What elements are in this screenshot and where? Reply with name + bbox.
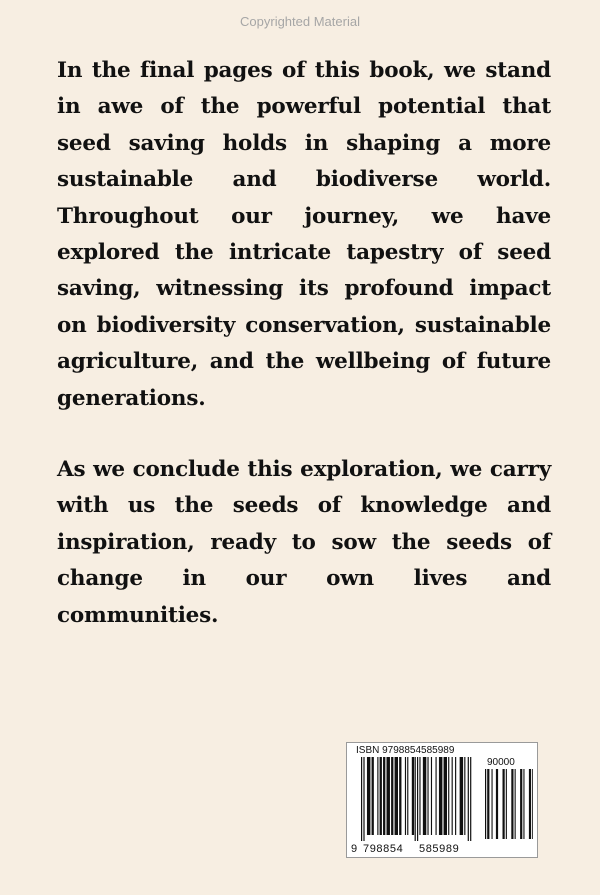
isbn-label: ISBN 9798854585989 <box>356 745 455 756</box>
data-bar <box>436 757 437 835</box>
data-bar <box>399 757 401 835</box>
price-addon-bars <box>483 769 533 855</box>
guard-bar <box>470 757 471 841</box>
data-bar <box>380 757 382 835</box>
addon-bar <box>506 769 507 839</box>
data-bar <box>464 757 465 835</box>
data-bar <box>383 757 385 835</box>
addon-bar <box>503 769 505 839</box>
isbn-barcode <box>346 742 538 858</box>
data-bar <box>391 757 393 835</box>
data-bar <box>407 757 408 835</box>
data-bar <box>452 757 453 835</box>
data-bar <box>412 757 414 835</box>
data-bar <box>419 757 420 835</box>
addon-bar <box>523 769 524 839</box>
addon-bar <box>511 769 513 839</box>
addon-bar <box>492 769 493 839</box>
data-bar <box>387 757 390 835</box>
guard-bar <box>417 757 418 841</box>
barcode-digit-lead: 9 <box>351 843 358 855</box>
data-bar <box>372 757 374 835</box>
addon-bar <box>520 769 522 839</box>
barcode-bars <box>353 757 483 843</box>
guard-bar <box>468 757 469 841</box>
addon-bar <box>529 769 531 839</box>
data-bar <box>405 757 406 835</box>
addon-bar <box>496 769 498 839</box>
data-bar <box>367 757 370 835</box>
data-bar <box>431 757 432 835</box>
paragraph-2: As we conclude this exploration, we carry with us the seeds of knowledge and inspiration, ready to sow the seeds of change in our own lives and communities. <box>57 457 551 628</box>
addon-bar <box>532 769 533 839</box>
paragraph-1: In the final pages of this book, we stand in awe of the powerful potential that seed saving holds in shaping a more sustainable and biodiverse world. Throughout our journey, we have explored the intricate tapestry of seed saving, witnessing its profound impact on biodiversity conservation, sustainable agriculture, and the wellbeing of future generations. <box>57 58 551 411</box>
data-bar <box>439 757 442 835</box>
barcode-digits-right: 585989 <box>419 843 460 855</box>
data-bar <box>460 757 463 835</box>
guard-bar <box>361 757 362 841</box>
data-bar <box>395 757 398 835</box>
barcode-digits-left: 798854 <box>363 843 404 855</box>
guard-bar <box>363 757 364 841</box>
guard-bar <box>415 757 416 841</box>
addon-bar <box>515 769 516 839</box>
addon-bar <box>487 769 489 839</box>
data-bar <box>427 757 428 835</box>
data-bar <box>455 757 456 835</box>
data-bar <box>423 757 426 835</box>
copyright-watermark: Copyrighted Material <box>240 14 360 29</box>
addon-bar <box>485 769 486 839</box>
data-bar <box>444 757 447 835</box>
data-bar <box>448 757 449 835</box>
price-code: 90000 <box>487 757 515 768</box>
data-bar <box>377 757 378 835</box>
